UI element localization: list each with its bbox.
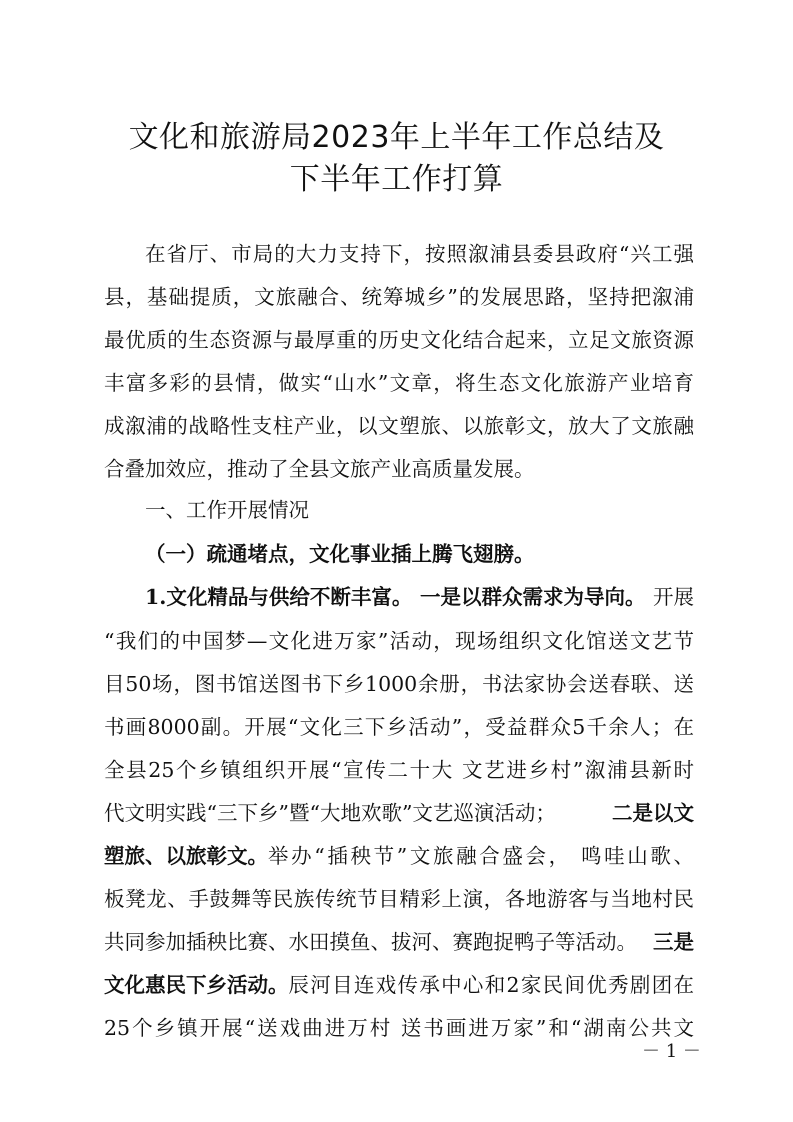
body-text: 举办“插秧节”文旅融合盛会， 鸣哇山歌、 bbox=[268, 844, 694, 868]
body-line bbox=[104, 799, 694, 827]
bold-phrase: 二是以文 bbox=[612, 801, 694, 825]
body-line: 目50场，图书馆送图书下乡1000余册，书法家协会送春联、送 bbox=[104, 672, 694, 696]
body-line: 全县25个乡镇组织开展“宣传二十大 文艺进乡村”溆浦县新时 bbox=[104, 758, 694, 782]
body-text: 代文明实践“三下乡”暨“大地欢歌”文艺巡演活动； bbox=[104, 801, 556, 825]
bold-phrase: 一是以群众需求为导向。 bbox=[419, 585, 646, 609]
intro-line: 县，基础提质，文旅融合、统筹城乡”的发展思路，坚持把溆浦 bbox=[104, 285, 694, 309]
bold-phrase: 三是 bbox=[653, 930, 694, 954]
body-line bbox=[145, 583, 694, 611]
body-line: 25个乡镇开展“送戏曲进万村 送书画进万家”和“湖南公共文 bbox=[104, 1016, 694, 1040]
document-title-line-1: 文化和旅游局2023年上半年工作总结及 bbox=[128, 120, 665, 155]
body-text: 辰河目连戏传承中心和2家民间优秀剧团在 bbox=[288, 973, 694, 997]
page-number: － 1 － bbox=[642, 1041, 701, 1062]
intro-line: 最优质的生态资源与最厚重的历史文化结合起来，立足文旅资源 bbox=[104, 328, 694, 352]
body-line: “我们的中国梦—文化进万家”活动，现场组织文化馆送文艺节 bbox=[104, 629, 694, 653]
body-line: 板凳龙、手鼓舞等民族传统节目精彩上演，各地游客与当地村民 bbox=[104, 887, 694, 911]
intro-line: 合叠加效应，推动了全县文旅产业高质量发展。 bbox=[104, 457, 535, 481]
body-line bbox=[104, 971, 694, 999]
intro-line: 成溆浦的战略性支柱产业，以文塑旅、以旅彰文，放大了文旅融 bbox=[104, 414, 694, 438]
body-line bbox=[104, 842, 694, 870]
body-text: 共同参加插秧比赛、水田摸鱼、拔河、赛跑捉鸭子等活动。 bbox=[104, 930, 637, 954]
bold-phrase: 1.文化精品与供给不断丰富。 bbox=[145, 585, 413, 609]
intro-line: 丰富多彩的县情，做实“山水”文章，将生态文化旅游产业培育 bbox=[104, 371, 694, 395]
intro-line: 在省厅、市局的大力支持下，按照溆浦县委县政府“兴工强 bbox=[145, 242, 694, 266]
bold-phrase: 塑旅、以旅彰文。 bbox=[104, 844, 268, 868]
document-title-line-2: 下半年工作打算 bbox=[289, 162, 504, 197]
subsection-heading: （一）疏通堵点，文化事业插上腾飞翅膀。 bbox=[145, 542, 535, 566]
bold-phrase: 文化惠民下乡活动。 bbox=[104, 973, 289, 997]
body-line bbox=[104, 928, 694, 956]
section-heading: 一、工作开展情况 bbox=[145, 498, 309, 522]
body-line: 书画8000副。开展“文化三下乡活动”，受益群众5千余人；在 bbox=[104, 715, 694, 739]
body-text: 开展 bbox=[653, 585, 694, 609]
